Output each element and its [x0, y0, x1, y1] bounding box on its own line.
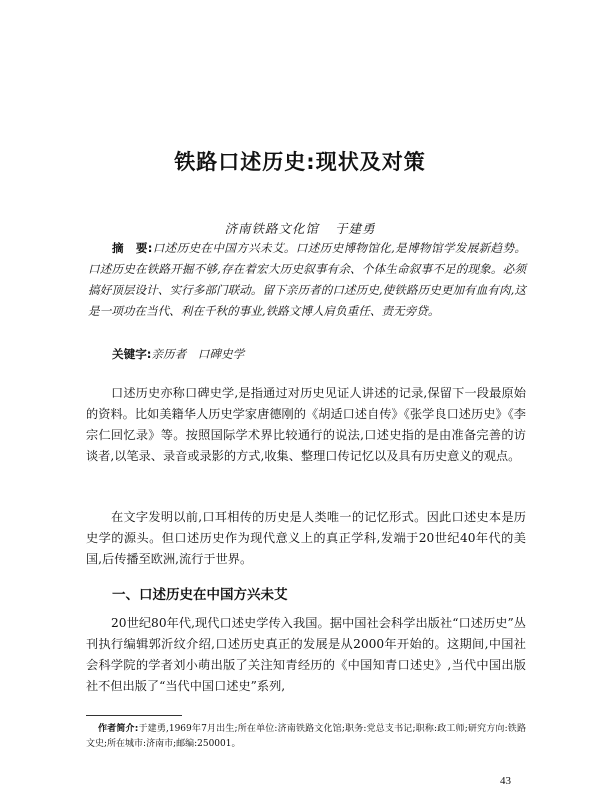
body-paragraph-3 — [86, 613, 526, 697]
abstract — [88, 238, 526, 322]
author-affiliation: 济南铁路文化馆 — [224, 221, 319, 236]
footnote-paragraph — [86, 722, 526, 752]
section-heading: 一、口述历史在中国方兴未艾 — [112, 587, 288, 603]
paragraph-text: 20世纪80年代,现代口述史学传入我国。据中国社会科学出版社“口述历史”丛刊执行编辑郭沂纹介绍,口述历史真正的发展是从2000年开始的。这期间,中国社会科学院的学者刘小萌出版了关注知青经历的《中国知青口述史》,当代中国出版社不但出版了“当代中国口述史”系列, — [86, 616, 526, 693]
abstract-text: 口述历史在中国方兴未艾。口述历史博物馆化,是博物馆学发展新趋势。口述历史在铁路开掘不够,存在着宏大历史叙事有余、个体生命叙事不足的现象。必须搞好顶层设计、实行多部门联动。留下亲历者的口述历史,使铁路历史更加有血有肉,这是一项功在当代、利在千秋的事业,铁路文博人肩负重任、责无旁贷。 — [88, 241, 526, 318]
body-paragraph-1 — [86, 383, 526, 467]
paragraph-text: 口述历史亦称口碑史学,是指通过对历史见证人讲述的记录,保留下一段最原始的资料。比如美籍华人历史学家唐德刚的《胡适口述自传》《张学良口述历史》《李宗仁回忆录》等。按照国际学术界比较通行的说法,口述史指的是由准备完善的访谈者,以笔录、录音或录影的方式,收集、整理口传记忆以及具有历史意义的观点。 — [86, 386, 526, 463]
footnote-text: 于建勇,1969年7月出生;所在单位:济南铁路文化馆;职务:党总支书记;职称:政工师;研究方向:铁路文史;所在城市:济南市;邮编:250001。 — [86, 724, 526, 749]
paragraph-text: 在文字发明以前,口耳相传的历史是人类唯一的记忆形式。因此口述史本是历史学的源头。但口述历史作为现代意义上的真正学科,发端于20世纪40年代的美国,后传播至欧洲,流行于世界。 — [86, 510, 526, 566]
keywords-text: 亲历者 口碑史学 — [151, 347, 245, 361]
page-number: 43 — [500, 775, 511, 787]
footnote — [86, 722, 526, 752]
footnote-label: 作者简介: — [98, 724, 139, 734]
paper-title: 铁路口述历史:现状及对策 — [174, 150, 426, 174]
abstract-label: 摘 要: — [112, 241, 153, 255]
keywords-label: 关键字: — [112, 347, 152, 361]
body-paragraph-2 — [86, 507, 526, 570]
author-line — [0, 219, 600, 237]
abstract-paragraph — [88, 238, 526, 322]
keywords — [112, 346, 244, 362]
footnote-divider — [86, 715, 182, 716]
author-name: 于建勇 — [335, 221, 376, 236]
